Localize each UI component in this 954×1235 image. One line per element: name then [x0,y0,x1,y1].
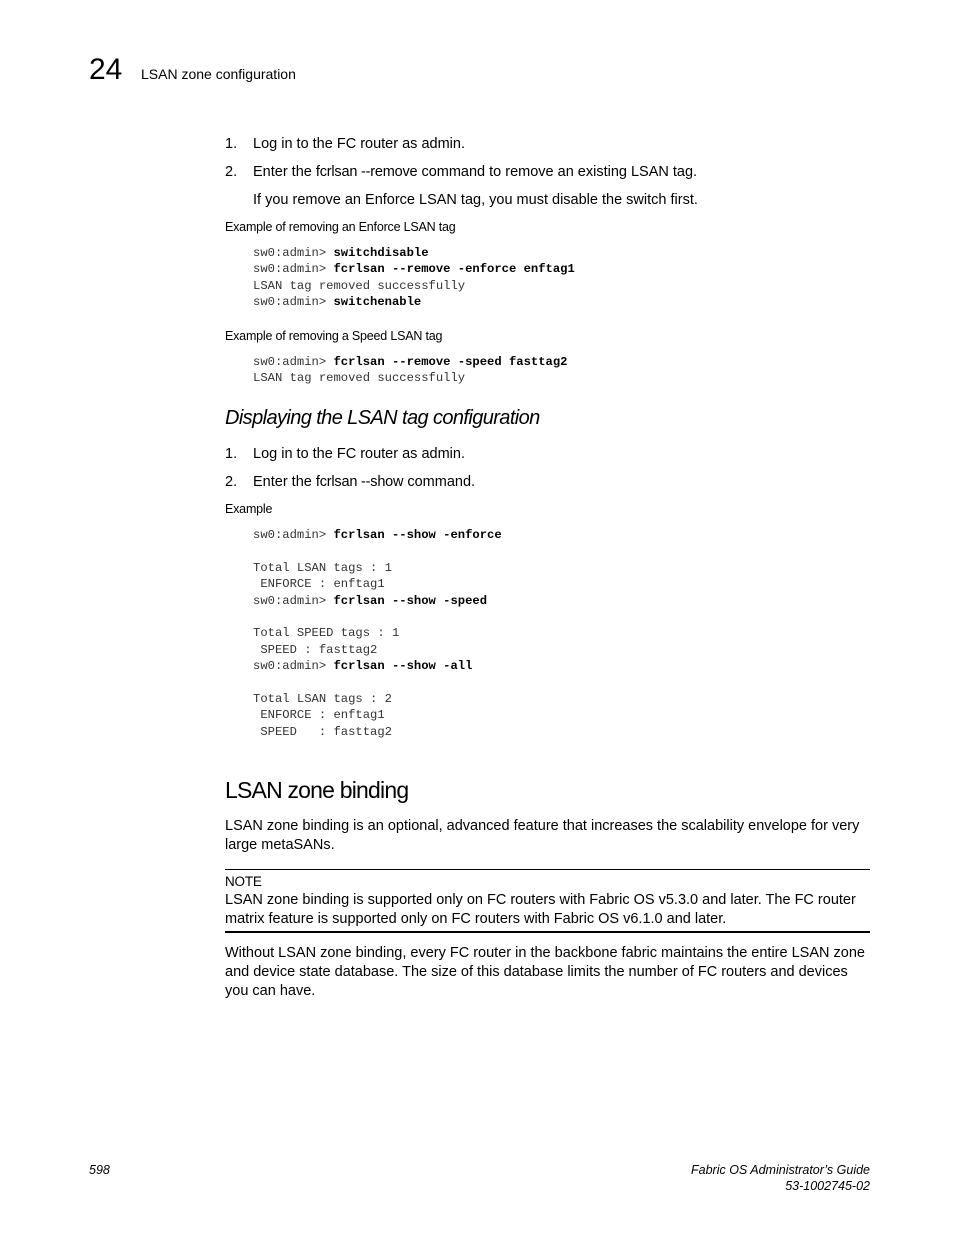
code-line: SPEED : fasttag2 [253,642,378,657]
code-line: sw0:admin> switchenable [253,295,422,310]
guide-title: Fabric OS Administrator’s Guide [691,1163,870,1177]
code-line: sw0:admin> fcrlsan --show -speed [253,593,488,608]
step-text [253,473,475,492]
note-top-rule [225,869,870,870]
code-line: sw0:admin> fcrlsan --remove -enforce enftag1 [253,262,575,277]
step-text: Log in to the FC router as admin. [253,136,465,152]
step-text: Log in to the FC router as admin. [253,446,465,462]
code-block [253,354,568,387]
code-line: Total LSAN tags : 2 [253,692,392,707]
code-block [253,245,575,311]
binding-paragraph: Without LSAN zone binding, every FC router in the backbone fabric maintains the entire LSAN zone and device state database. The size of this database limits the number of FC routers and devices you can have. [225,945,865,999]
code-line: SPEED : fasttag2 [253,724,392,739]
step-text [253,163,697,182]
step-number: 2. [225,164,238,180]
binding-intro: LSAN zone binding is an optional, advanced feature that increases the scalability envelope for very large metaSANs. [225,818,860,853]
code-line: LSAN tag removed successfully [253,371,466,386]
remove-note: If you remove an Enforce LSAN tag, you must disable the switch first. [253,192,698,208]
example-heading: Example of removing an Enforce LSAN tag [225,220,456,234]
note-bottom-rule [225,931,870,933]
chapter-title: LSAN zone configuration [141,66,296,82]
example-heading: Example of removing a Speed LSAN tag [225,329,443,343]
command-name: fcrlsan --remove [315,164,418,180]
step-text-pre: Enter the [253,474,316,490]
step-number: 1. [225,446,238,462]
code-line: LSAN tag removed successfully [253,278,466,293]
example-heading: Example [225,502,273,516]
doc-number: 53-1002745-02 [785,1179,870,1193]
step-text-pre: Enter the [253,164,316,180]
section-heading: LSAN zone binding [225,777,409,803]
code-line: ENFORCE : enftag1 [253,708,385,723]
note-text: LSAN zone binding is supported only on FC routers with Fabric OS v5.3.0 and later. The FC router matrix feature is supported only on FC routers with Fabric OS v6.1.0 and later. [225,892,856,927]
note-label: NOTE [225,874,262,889]
page-number: 598 [89,1163,110,1177]
code-line: sw0:admin> fcrlsan --remove -speed fasttag2 [253,355,568,369]
code-line: Total SPEED tags : 1 [253,626,400,641]
code-block [253,527,502,740]
step-number: 2. [225,474,238,490]
code-line: sw0:admin> fcrlsan --show -all [253,659,473,674]
step-number: 1. [225,136,238,152]
subsection-heading: Displaying the LSAN tag configuration [225,407,540,429]
chapter-number: 24 [89,53,123,86]
code-line: sw0:admin> switchdisable [253,246,429,260]
command-name: fcrlsan --show [315,474,404,490]
code-line: ENFORCE : enftag1 [253,577,385,592]
step-text-post: command. [403,474,476,490]
code-line: Total LSAN tags : 1 [253,560,392,575]
code-line: sw0:admin> fcrlsan --show -enforce [253,528,502,542]
step-text-post: command to remove an existing LSAN tag. [417,164,698,180]
